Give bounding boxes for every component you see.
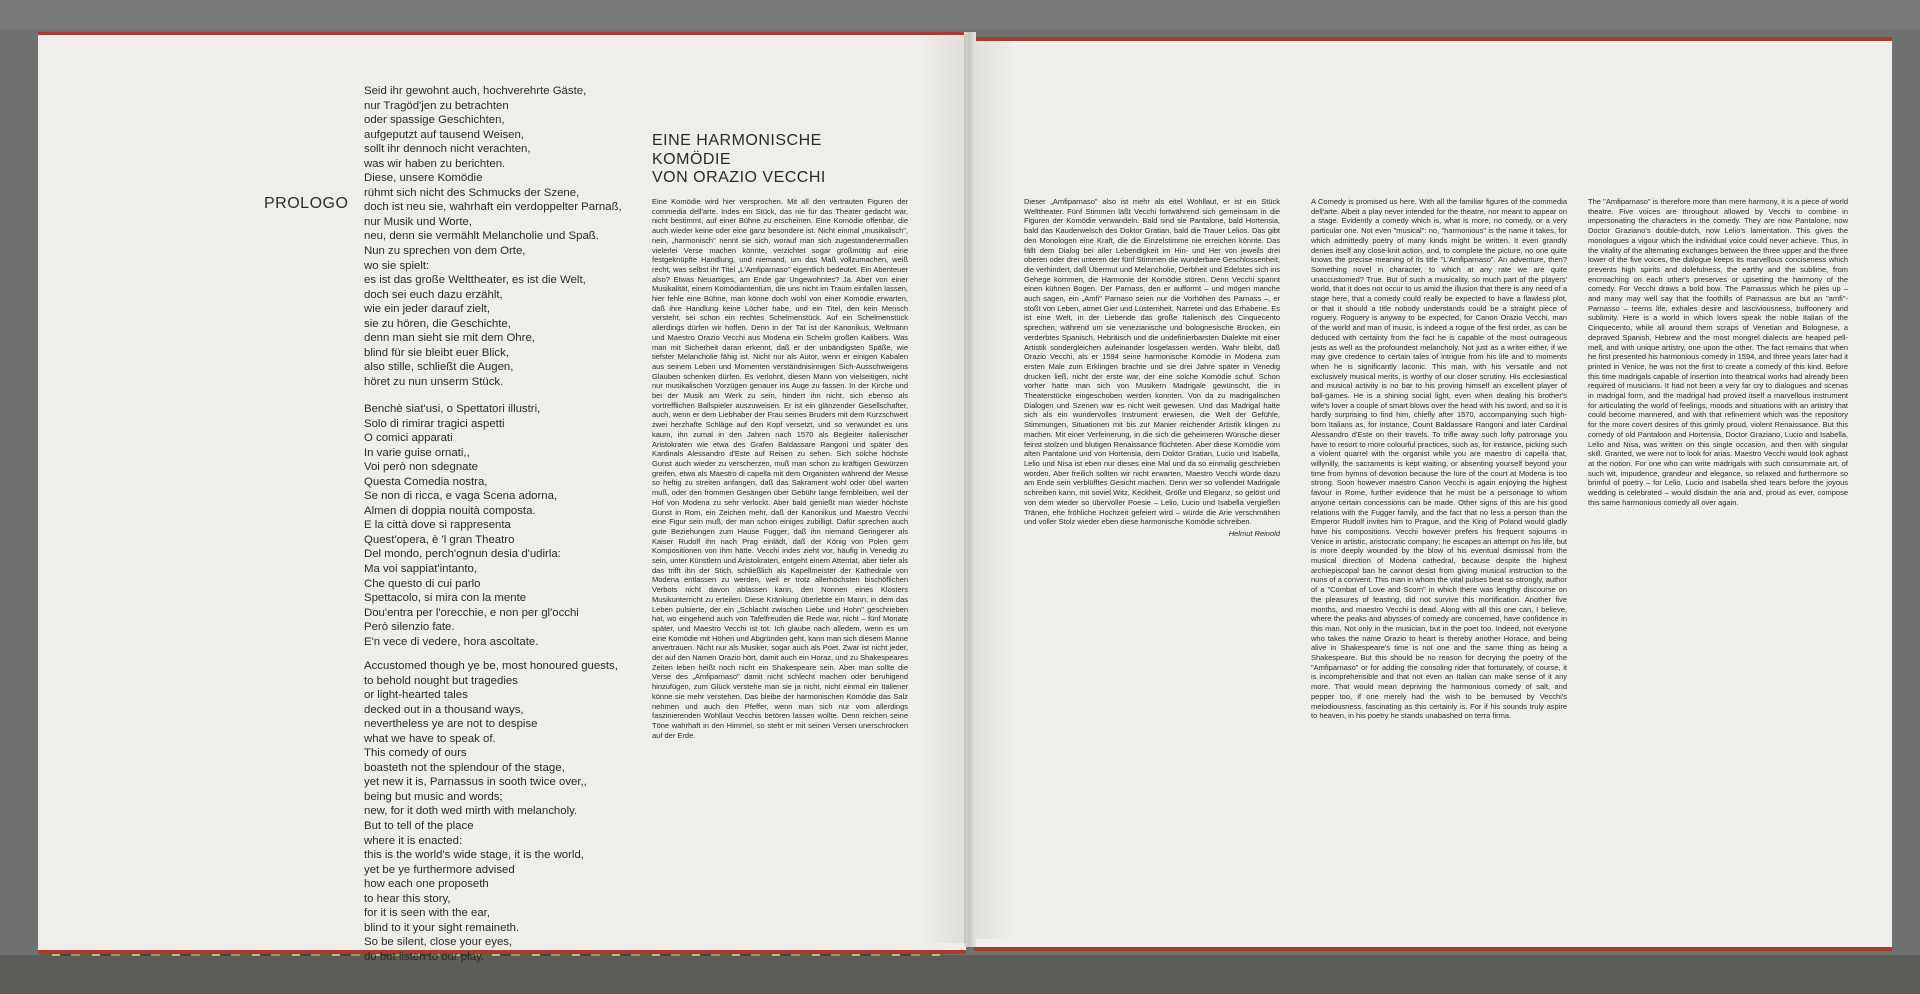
essay-title-line-3: VON ORAZIO VECCHI [652, 169, 826, 186]
background-bottom [0, 955, 1920, 994]
english-essay-column: A Comedy is promised us here. With all the familiar figures of the commedia dell'arte. Albeit a play never intended for the theatre, nor meant to appear on a stage. Evidently a comedy which is, what is more, no comedy, or a very particular one. Not even "musical": no, "harmonious" is the name it takes, for which admittedly poetry of many kinds might be written. It even grandly denies itself any close-knit action, and, to complete the picture, no one quite knows the precise meaning of its title "L'Amfiparnaso". An adventure, then? Something novel in character, to which at any rate we are quite unaccustomed? True. But of such a musicality, so much part of the players' world, that it does not occur to us amid the illusion that there is any need of a stage here, that a comedy could really be expected to have a flawless plot, or that it should a title nobody understands could be a straight piece of roguery. Roguery is anyway to be expected, for Canon Orazio Vecchi, man of the world and man of music, is indeed a rogue of the first order, as can be deduced with certainty from the fact he is capable of the most outrageous jests as well as the profoundest melancholy. Not just as a writer either, if we may give credence to certain tales of intrigue from his life and to moments when he is significantly laconic. This man, with his versatile and not exclusively musical merits, is worthy of our closer scrutiny. His ecclesiastical and musical activity is no bar to his proving himself an excellent player of ball-games. He is a shining social light, even when dealing his brother's wife's lover a couple of smart blows over the head with his sword, and so it is hardly surprising to find him, chiefly after 1570, accompanying such high-born Italians as, for instance, Count Baldassare Rangoni and later Cardinal Alessandro d'Este on their travels. To trifle away such lofty patronage you have to resort to more colourful practices, such as, for instance, picking such a violent quarrel with the organist while you are maestro di capella that, willynilly, the sacraments is kept waiting, or absenting yourself beyond your time from hymns of devotion because the lure of the court at Modena is too strong. Soon however maestro Canon Vecchi is again enjoying the highest favour in Rome, further evidence that he must be a personage to whom anyone certain concessions can be made. Other signs of this are his good relations with the Fugger family, and the fact that no less a person than the Emperor Rudolf invites him to Prague, and the King of Poland would gladly have his compositions. Vecchi however prefers his frequent sojourns in Venice in artistic, aristocratic company; he escapes an attempt on his life, but is more deeply wounded by the blow of his eventual dismissal from the musical direction of Modena cathedral, because despite the highest archiepiscopal ban he cannot desist from giving musical instruction to the nuns of a convent. This man in whom the vital pulses beat so strongly, author of a "Combat of Love and Scorn" in which there was lengthy discourse on the pleasures of feasting, did not survive this mortification. Another five months, and maestro Vecchi is dead. Along with all this one can, I believe, where the peaks and abysses of comedy are concerned, have confidence in this man. Not only in the musician, but in the poet too. Indeed, not everyone who takes the name Orazio to heart is thereby another Horace, and being alive in Shakespeare's time is not one and the same thing as being a Shakespeare. But this should be no reason for decrying the poetry of the "Amfiparnaso" or for adding the consoling rider that fortunately, of course, it is incomprehensible and that not even an Italian can make sense of it any more. That would mean depriving the harmonious comedy of salt, and pepper too, if one merely had the wish to be bemused by Vecchi's melodiousness, fascinating as this certainly is. For if his sounds truly aspire to heaven, in his poetry he stands unabashed on terra firma. [1311, 197, 1567, 721]
german-essay-continued-text: Dieser „Amfiparnaso" also ist mehr als eitel Wohllaut, er ist ein Stück Welttheater. Fünf Stimmen läßt Vecchi fortwährend sich gemeinsam in die Figuren der Komödie verwandeln. Bald sind sie Pantalone, bald Hortensia, bald das Kauderwelsch des Doktor Gratian, bald die Trauer Lelios. Das gibt den Monologen eine Kraft, die die Einzelstimme nie erreichen könnte. Das fällt dem Dialog bei aller Lebendigkeit im Hin- und Her von jeweils drei oberen oder drei unteren der fünf Stimmen die wunderbare Geschlossenheit, die verhindert, daß Übermut und Melancholie, Derbheit und Edelstes sich ins Gehege kommen, die Harmonie der Komödie stören. Denn Vecchi spannt einen kühnen Bogen. Der Parnass, den er aufformt – und mögen manche auch sagen, ein „Amfi" Parnaso seien nur die Vorhöhen des Parnass –, er stoßt von Leben, atmet Gier und Lüsternheit, Narretei und das Erhabene. Es ist eine Welt, in der Liebende das große Italienisch des Cinquecento sprechen, während um sie venezianische und bolognesische Brocken, ein verderbtes Spanisch, Hebräisch und die undefinierbarsten Dialekte mit einer Artistik sondergleichen aufeinander losgelassen werden. Wahr bleibt, daß Orazio Vecchi, als er 1594 seine harmonische Komödie in Modena zum ersten Male zum Erklingen brachte und sie drei Jahre später in Venedig drucken ließ, nicht der erste war, der eine solche Komödie schuf. Schon vorher hatte man sich von Musikern Madrigale gewünscht, die in Theaterstücke eingeschoben werden konnten. Von da zu madrigalischen Dialogen und Szenen war es nicht weit gewesen. Und das Madrigal hatte sich als ein wundervolles Instrument erwiesen, die Welt der Gefühle, Stimmungen, Situationen mit bis zur Manier reichender Artistik klingen zu machen. Mit einer Verfeinerung, in die sich die geheimeren Wünsche dieser feinst stolzen und blutigen Renaissance flüchteten. Aber diese Komödie vom alten Pantalone und von Hortensia, dem Doktor Gratian, Lucio und Isabella, Lelio und Nisa ist eben nur dieses eine Mal und da so einmalig geschrieben worden. Aber freilich sollten wir nicht erwarten, Maestro Vecchi würde dazu am Ende sein verblüfftes Gesicht machen. Denn wer so vollendet Madrigale schreiben kann, mit soviel Witz, Keckheit, Größe und Eleganz, so gelöst und von dem wieder so übervoller Poesie – Lelio, Lucio und Isabella vergießen Tränen, ehe fröhliche Hochzeit gefeiert wird – würde die Arie verschmähen und voller Stolz wieder eben diese harmonische Komödie schreiben. [1024, 197, 1280, 527]
prologo-heading: PROLOGO [264, 195, 349, 212]
italian-verse: Benchè siat'usi, o Spettatori illustri, Solo di rimirar tragici aspetti O comici apparati In varie guise ornati,, Voi però non sdegnate Questa Comedia nostra, Se non di ricca, e vaga Scena adorna, Almen di doppia nouità composta. E la città dove si rappresenta Quest'opera, è 'l gran Theatro Del mondo, perch'ognun desia d'udirla: Ma voi sappiat'intanto, Che questo di cui parlo Spettacolo, si mira con la mente Dou'entra per l'orecchie, e non per gl'occhi Però silenzio fate. E'n vece di vedere, hora ascoltate. [364, 403, 579, 648]
english-essay-continued: The "Amfiparnaso" is therefore more than mere harmony, it is a piece of world theatre. Five voices are throughout allowed by Vecchi to combine in impersonating the characters in the comedy. They are now Pantalone, now Doctor Graziano's double-dutch, now Lelio's lamentation. This gives the monologues a vigour which the individual voice could never achieve. Thus, in the vitality of the alternating exchanges between the three upper and the three lower of the five voices, the dialogue keeps its marvellous conciseness which prevents high spirits and dolefulness, the earthy and the sublime, from encroaching on each other's preserves or upsetting the harmony of the comedy. For Vecchi draws a bold bow. The Parnassus which he piles up – and many may well say that the foothills of Parnassus are but an "amfi"-Parnasso – teems life, exhales desire and lasciviousness, buffoonery and sublimity. Here is a world in which lovers speak the noble Italian of the Cinquecento, while all around them scraps of Venetian and Bolognese, a depraved Spanish, Hebrew and the most mongrel dialects are heaped pell-mell, and with unique artistry, one upon the other. The fact remains that when he first presented his harmonious comedy in 1594, and three years later had it printed in Venice, he was not the first to create a comedy of this kind. Before this time madrigals capable of insertion into theatrical works had already been required of musicians. It had not been a very far cry to dialogues and scenas in madrigal form, and the madrigal had proved itself a marvellous instrument for articulating the world of feelings, moods and situations with an artistry that could become mannered, and with that refinement which was the repository for the more covert desires of this grimly proud, violent Renaissance. But this comedy of old Pantaloon and Hortensia, Doctor Graziano, Lucio and Isabella, Lelio and Nisa, was written on this single occasion, and then with singular skill. Granted, we were not to look for arias. Maestro Vecchi would look aghast at the notion. For one who can write madrigals with such consummate art, of such wit, impudence, grandeur and elegance, so relaxed and furthermore so brimful of poetry – for Lelio, Lucio and Isabella shed tears before the joyous wedding is celebrated – would disdain the aria and, proud as ever, compose this same harmonious comedy all over again. [1588, 197, 1848, 507]
german-verse: Seid ihr gewohnt auch, hochverehrte Gäste, nur Tragöd'jen zu betrachten oder spassige Geschichten, aufgeputzt auf tausend Weisen, sollt ihr dennoch nicht verachten, was wir haben zu berichten. Diese, unsere Komödie rühmt sich nicht des Schmucks der Szene, doch ist neu sie, wahrhaft ein verdoppelter Parnaß, nur Musik und Worte, neu, denn sie vermählt Melancholie und Spaß. Nun zu sprechen von dem Orte, wo sie spielt: es ist das große Welttheater, es ist die Welt, doch sei euch dazu erzählt, wie ein jeder darauf zielt, sie zu hören, die Geschichte, denn man sieht sie mit dem Ohre, blind für sie bleibt euer Blick, also stille, schließt die Augen, höret zu nun unserm Stück. [364, 85, 622, 388]
english-verse: Accustomed though ye be, most honoured guests, to behold nought but tragedies or light-hearted tales decked out in a thousand ways, nevertheless ye are not to despise what we have to speak of. This comedy of ours boasteth not the splendour of the stage, yet new it is, Parnassus in sooth twice over,, being but music and words; new, for it doth wed mirth with melancholy. But to tell of the place where it is enacted: this is the world's wide stage, it is the world, yet be ye furthermore advised how each one proposeth to hear this story, for it is seen with the ear, blind to it your sight remaineth. So be silent, close your eyes, do but listen to our play. [364, 660, 618, 963]
german-essay-column: Eine Komödie wird hier versprochen. Mit all den vertrauten Figuren der commedia dell'arte. Indes ein Stück, das nie für das Theater gedacht war, nicht bestimmt, auf einer Bühne zu erscheinen. Eine Komödie offenbar, die auch wieder keine oder eine ganz besondere ist. Nicht einmal „musikalisch", nein, „harmonisch" nennt sie sich, worauf man sich zugestandenermaßen vielerlei Verse machen könnte, verzichtet sogar großmütig auf eine festgeknüpfte Handlung, und niemand, um das Maß vollzumachen, weiß recht, was selbst ihr Titel „L'Amfiparnaso" eigentlich bedeutet. Ein Abenteuer also? Etwas Neuartiges, am Ende gar Ungewohntes? Ja. Aber von einer Musikalität, einem Komödiantentum, die uns nicht im Traum einfallen lassen, hier fehle eine Bühne, man könne doch wohl von einer Komödie erwarten, daß ihre Handlung keine Löcher habe, und ein Titel, den kein Mensch versteht, sei schon ein rechtes Schelmenstück. Auf ein Schelmenstück allerdings dürfen wir hoffen. Denn in der Tat ist der Kanonikus, Weltmann und Maestro Orazio Vecchi aus Modena ein Schelm großen Kalibers. Was man mit Sicherheit daran erkennt, daß er der unbändigsten Späße, wie tiefster Melancholie fähig ist. Nicht nur als Autor, wenn er einigen Kabalen aus seinem Leben und Momenten verständnisinnigen Sich-Ausschweigens Glauben schenken dürfen. Es verlohnt, diesen Mann von vielseitigen, nicht nur musikalischen Vorzügen genauer ins Auge zu fassen. In der Kirche und bei der Musik am Werk zu sein, hindert ihn nicht, sich ebenso als vortrefflichen Ballspieler auszuweisen. Er ist ein glänzender Gesellschafter, auch, wenn er dem Liebhaber der Frau seines Bruders mit dem Kurzschwert zwei herzhafte Schläge auf den Kopf versetzt, und so verwundet es uns kaum, ihn zumal in den Jahren nach 1570 als Begleiter italienischer Aristokraten wie etwa des Grafen Baldassare Rangoni und später des Kardinals Alessandro d'Este auf Reisen zu sehen. Sich solche höchste Gunst auch wieder zu verscherzen, muß man schon zu kräftigen Gewürzen greifen, etwa als Maestro di capella mit dem Organisten während der Messe so heftig zu streiten anfangen, daß das Sakrament wohl oder übel warten muß, oder den frommen Gesängen über Gebühr lange fernbleiben, weil der Hof von Modena zu sehr verlockt. Aber bald genießt man wieder höchste Gunst in Rom, ein Zeichen mehr, daß der Kanonikus und Maestro Vecchi eine Figur sein muß, der man schon einiges zubilligt. Dafür sprechen auch gute Beziehungen zum Hause Fugger, daß ihn niemand Geringerer als Kaiser Rudolf ihn nach Prag einlädt, daß der König von Polen gern Kompositionen von ihm hätte. Vecchi indes zieht vor, häufig in Venedig zu sein, unter Künstlern und Aristokraten, entgeht einem Attentat, aber tiefer als das trifft ihn der Stich, schließlich als Kapellmeister der Kathedrale von Modena entlassen zu werden, weil er trotz allerhöchsten bischöflichen Verbots nicht davon ablassen kann, den Nonnen eines Klosters Musikunterricht zu erteilen. Diese Kränkung überlebte ein Mann, in dem das Leben pulsierte, der ein „Schlacht zwischen Liebe und Hohn" geschrieben hat, wo eingehend auch von Tafelfreuden die Rede war, nicht – fünf Monate später, und Maestro Vecchi ist tot. Ich glaube nach alledem, wenn es um eine Komödie mit Höhen und Abgründen geht, kann man sich diesem Manne anvertrauen. Nicht nur als Musiker, sogar auch als Poet. Zwar ist nicht jeder, der auf den Namen Orazio hört, damit auch ein Horaz, und zu Shakespeares Zeiten leben heißt noch nicht ein Shakespeare sein. Aber man sollte die Verse des „Amfiparnaso" damit nicht schlecht machen oder beruhigend hinzufügen, zum Glück verstehe man sie ja nicht, nicht einmal ein Italiener könne sie mehr verstehen. Das bleibe der harmonischen Komödie das Salz nehmen und auch den Pfeffer, wenn man sich nur vom allerdings faszinierenden Wohllaut Vecchis betören lassen wollte. Denn reichen seine Töne wahrhaft in den Himmel, so steht er mit seinen Versen unerschrocken auf der Erde. [652, 197, 908, 740]
fold-shadow-right [976, 41, 1016, 939]
fold-shadow-left [920, 35, 966, 943]
background-top [0, 0, 1920, 30]
essay-title [652, 132, 826, 188]
essay-title-line-2: KOMÖDIE [652, 150, 732, 168]
essay-title-line-1: EINE HARMONISCHE [652, 132, 822, 149]
german-essay-continued [1024, 197, 1280, 635]
signature-line [1024, 529, 1280, 539]
author-name: Helmut Reinold [1228, 528, 1280, 538]
